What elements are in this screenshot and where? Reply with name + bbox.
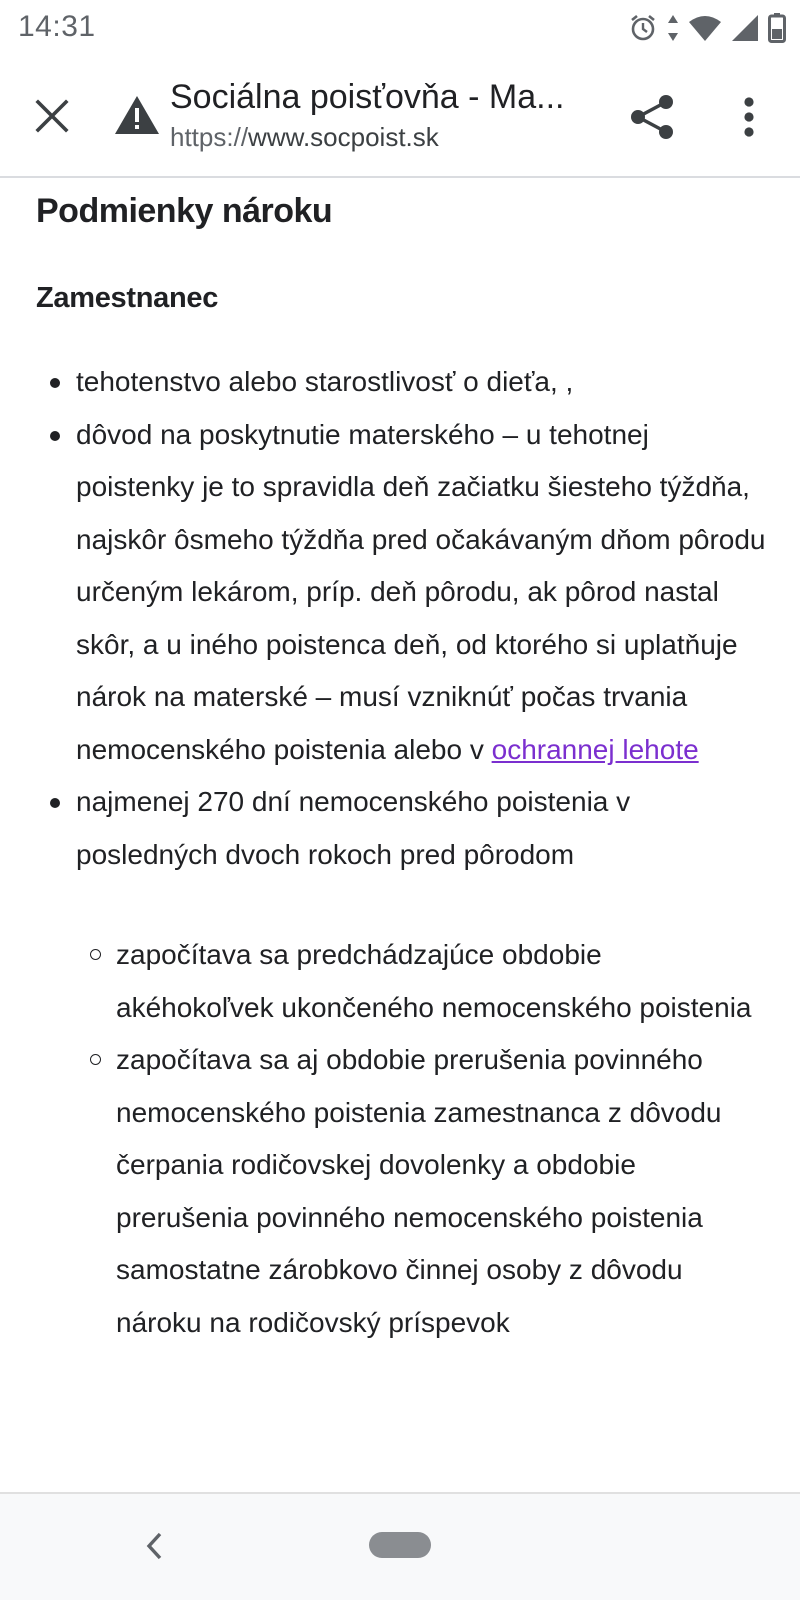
circle-bullet — [90, 1054, 101, 1065]
url-scheme: https:// — [170, 122, 249, 152]
wifi-icon — [688, 14, 722, 42]
sublist-item — [0, 929, 800, 1034]
list-item-text: dôvod na poskytnutie materského – u tehotnej poistenky je to spravidla deň začiatku šiesteho týždňa, najskôr ôsmeho týždňa pred očakávaným dňom pôrodu určeným lekárom, príp. deň pôrodu, ak pôrod nastal skôr, a u iného poistenca deň, od ktorého si uplatňuje nárok na materské – musí vzniknúť počas trvania nemocenského poistenia alebo v — [76, 418, 766, 765]
warning-icon[interactable] — [114, 94, 160, 136]
status-icons — [628, 12, 786, 44]
sublist-item-text: započítava sa aj obdobie prerušenia povinného nemocenského poistenia zamestnanca z dôvodu čerpania rodičovskej dovolenky a obdobie prerušenia povinného nemocenského poistenia samostatne zárobkovo činnej osoby z dôvodu nároku na rodičovský príspevok — [116, 1044, 722, 1338]
close-button[interactable] — [30, 94, 74, 138]
sublist-item-text: započítava sa predchádzajúce obdobie akéhokoľvek ukončeného nemocenského poistenia — [116, 939, 752, 1023]
cell-signal-icon — [730, 14, 760, 42]
alarm-icon — [628, 13, 658, 43]
section-subheading: Zamestnanec — [36, 282, 219, 314]
conditions-sublist — [0, 929, 800, 1349]
list-item — [0, 356, 800, 409]
back-icon[interactable] — [140, 1528, 170, 1564]
page-url — [170, 120, 590, 154]
system-nav-bar — [0, 1492, 800, 1600]
list-item-text: tehotenstvo alebo starostlivosť o dieťa, , — [76, 366, 574, 397]
url-host: www.socpoist.sk — [248, 122, 439, 152]
bullet — [50, 378, 60, 388]
list-item — [0, 776, 800, 881]
overflow-menu-button[interactable] — [726, 92, 772, 142]
page-title: Sociálna poisťovňa - Ma... — [170, 78, 565, 116]
circle-bullet — [90, 949, 101, 960]
bullet — [50, 431, 60, 441]
battery-icon — [768, 13, 786, 43]
conditions-list — [0, 356, 800, 881]
sublist-item — [0, 1034, 800, 1349]
ochranna-lehota-link[interactable]: ochrannej lehote — [491, 733, 699, 765]
section-heading: Podmienky nároku — [36, 192, 333, 230]
title-block[interactable] — [170, 76, 590, 154]
custom-tab-toolbar — [0, 56, 800, 178]
bullet — [50, 798, 60, 808]
share-icon[interactable] — [628, 92, 678, 142]
status-bar — [0, 0, 800, 56]
more-vert-icon — [743, 97, 755, 137]
list-item-text: najmenej 270 dní nemocenského poistenia v posledných dvoch rokoch pred pôrodom — [76, 786, 631, 870]
home-pill-icon[interactable] — [369, 1532, 431, 1558]
page-content — [0, 178, 800, 1492]
close-icon — [35, 99, 69, 133]
status-time: 14:31 — [18, 10, 96, 43]
list-item — [0, 409, 800, 777]
data-arrows-icon — [666, 13, 680, 43]
